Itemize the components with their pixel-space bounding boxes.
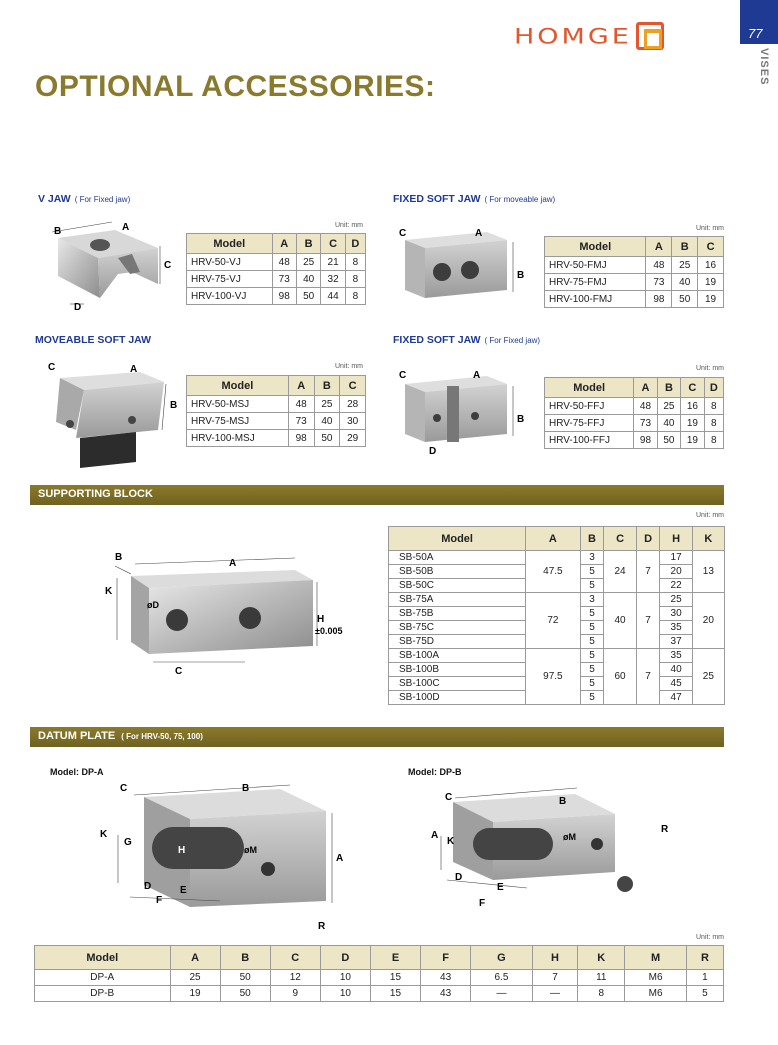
value-cell: 5	[580, 607, 604, 621]
column-header: G	[471, 946, 533, 970]
column-header: H	[532, 946, 577, 970]
fixed-soft-jaw-fixed-table	[544, 377, 724, 449]
value-cell: 45	[660, 677, 692, 691]
value-cell: 1	[686, 970, 723, 986]
dim-b-label: B	[170, 400, 178, 411]
model-cell: HRV-75-MSJ	[187, 413, 289, 430]
value-cell: 20	[692, 593, 724, 649]
v-jaw-image	[40, 218, 180, 313]
value-cell: 8	[345, 271, 365, 288]
column-header: B	[314, 376, 340, 396]
column-header: K	[692, 527, 724, 551]
value-cell: —	[471, 986, 533, 1002]
table-row	[187, 254, 366, 271]
value-cell: 5	[580, 621, 604, 635]
table-row	[187, 413, 366, 430]
table-row	[187, 288, 366, 305]
model-cell: SB-100A	[389, 649, 526, 663]
value-cell: 8	[345, 254, 365, 271]
dim-c-label: C	[164, 260, 172, 271]
model-cell: SB-75B	[389, 607, 526, 621]
value-cell: 5	[580, 565, 604, 579]
model-dp-b-label: Model: DP-B	[408, 767, 462, 777]
column-header: B	[657, 378, 680, 398]
dim-m-label: øM	[244, 845, 257, 855]
supporting-block-bar: SUPPORTING BLOCK	[30, 485, 724, 505]
value-cell: 30	[340, 413, 366, 430]
value-cell: 15	[370, 986, 420, 1002]
column-header: R	[686, 946, 723, 970]
model-cell: SB-100C	[389, 677, 526, 691]
value-cell: 98	[272, 288, 296, 305]
value-cell: 22	[660, 579, 692, 593]
value-cell: 7	[532, 970, 577, 986]
datum-plate-b-image	[425, 780, 675, 920]
table-row	[545, 291, 724, 308]
value-cell: 43	[421, 970, 471, 986]
model-cell: SB-50A	[389, 551, 526, 565]
dim-d-label: D	[144, 881, 152, 892]
unit-label: Unit: mm	[335, 222, 363, 229]
dim-f-label: F	[156, 895, 163, 906]
unit-label: Unit: mm	[696, 225, 724, 232]
table-row	[389, 551, 725, 565]
column-header: Model	[545, 237, 646, 257]
supporting-block-image	[95, 548, 365, 678]
value-cell: 7	[636, 649, 660, 705]
value-cell: 50	[672, 291, 698, 308]
table-row	[187, 430, 366, 447]
value-cell: 19	[698, 291, 724, 308]
value-cell: 3	[580, 593, 604, 607]
fixed-soft-jaw-moveable-table	[544, 236, 724, 308]
value-cell: 35	[660, 621, 692, 635]
value-cell: 7	[636, 551, 660, 593]
column-header: D	[320, 946, 370, 970]
dim-m-label: øM	[563, 832, 576, 842]
dim-h-label: H	[317, 614, 325, 625]
fixed-soft-jaw-fixed-image	[395, 364, 530, 459]
value-cell: 5	[580, 663, 604, 677]
column-header: Model	[545, 378, 634, 398]
section-tab	[740, 0, 778, 98]
datum-plate-bar: DATUM PLATE ( For HRV-50, 75, 100)	[30, 727, 724, 747]
value-cell: 16	[681, 398, 704, 415]
table-row	[545, 398, 724, 415]
table-row	[545, 415, 724, 432]
table-row	[545, 257, 724, 274]
unit-label: Unit: mm	[696, 934, 724, 941]
value-cell: 60	[604, 649, 636, 705]
column-header: B	[296, 234, 320, 254]
value-cell: 5	[580, 677, 604, 691]
table-header-row	[545, 378, 724, 398]
value-cell: 10	[320, 970, 370, 986]
value-cell: 8	[578, 986, 625, 1002]
value-cell: 40	[314, 413, 340, 430]
value-cell: 98	[634, 432, 657, 449]
table-row	[389, 649, 725, 663]
model-cell: SB-100D	[389, 691, 526, 705]
table-header-row	[35, 946, 724, 970]
homge-logo	[514, 22, 664, 50]
dim-r-label: R	[661, 824, 669, 835]
brand-name: HOMGE	[514, 23, 632, 49]
column-header: E	[370, 946, 420, 970]
dim-r-label: R	[318, 921, 326, 932]
value-cell: 8	[704, 432, 723, 449]
column-header: D	[636, 527, 660, 551]
table-row	[187, 396, 366, 413]
column-header: B	[672, 237, 698, 257]
value-cell: 19	[698, 274, 724, 291]
value-cell: 73	[646, 274, 672, 291]
value-cell: 16	[698, 257, 724, 274]
value-cell: 25	[170, 970, 220, 986]
value-cell: 12	[270, 970, 320, 986]
dim-k-label: K	[447, 836, 455, 847]
value-cell: 35	[660, 649, 692, 663]
value-cell: 3	[580, 551, 604, 565]
unit-label: Unit: mm	[696, 512, 724, 519]
dim-a-label: A	[473, 370, 481, 381]
column-header: Model	[35, 946, 171, 970]
dim-a-label: A	[229, 558, 237, 569]
dim-c-label: C	[399, 370, 407, 381]
dim-k-label: K	[105, 586, 113, 597]
value-cell: 5	[686, 986, 723, 1002]
model-cell: SB-100B	[389, 663, 526, 677]
model-cell: HRV-100-FMJ	[545, 291, 646, 308]
value-cell: —	[532, 986, 577, 1002]
column-header: C	[340, 376, 366, 396]
column-header: B	[580, 527, 604, 551]
column-header: C	[698, 237, 724, 257]
model-cell: DP-B	[35, 986, 171, 1002]
dim-a-label: A	[336, 853, 344, 864]
value-cell: 7	[636, 593, 660, 649]
table-header-row	[545, 237, 724, 257]
model-cell: HRV-50-FMJ	[545, 257, 646, 274]
value-cell: 20	[660, 565, 692, 579]
column-header: A	[526, 527, 580, 551]
value-cell: 72	[526, 593, 580, 649]
value-cell: 28	[340, 396, 366, 413]
value-cell: 8	[704, 398, 723, 415]
dim-c-label: C	[399, 228, 407, 239]
value-cell: 98	[288, 430, 314, 447]
dim-f-label: F	[479, 898, 486, 909]
model-cell: SB-75A	[389, 593, 526, 607]
dim-c-label: C	[48, 362, 56, 373]
moveable-soft-jaw-image	[40, 358, 185, 473]
value-cell: 98	[646, 291, 672, 308]
dim-c-label: C	[445, 792, 453, 803]
value-cell: 17	[660, 551, 692, 565]
fixed-soft-jaw-moveable-image	[395, 222, 530, 304]
dim-d-label: D	[74, 302, 82, 313]
column-header: C	[604, 527, 636, 551]
value-cell: 73	[272, 271, 296, 288]
model-cell: HRV-75-FFJ	[545, 415, 634, 432]
value-cell: 40	[296, 271, 320, 288]
model-cell: SB-75D	[389, 635, 526, 649]
value-cell: 5	[580, 635, 604, 649]
column-header: B	[220, 946, 270, 970]
dim-tolerance-label: ±0.005	[315, 626, 343, 636]
dim-e-label: E	[497, 882, 504, 893]
value-cell: 6.5	[471, 970, 533, 986]
value-cell: 40	[604, 593, 636, 649]
value-cell: 10	[320, 986, 370, 1002]
column-header: A	[272, 234, 296, 254]
dim-a-label: A	[431, 830, 439, 841]
value-cell: 25	[660, 593, 692, 607]
value-cell: 19	[170, 986, 220, 1002]
value-cell: 13	[692, 551, 724, 593]
value-cell: 8	[345, 288, 365, 305]
value-cell: 48	[288, 396, 314, 413]
value-cell: 50	[220, 970, 270, 986]
dim-b-label: B	[517, 414, 525, 425]
table-row	[545, 432, 724, 449]
v-jaw-table	[186, 233, 366, 305]
value-cell: 5	[580, 649, 604, 663]
section-name: VISES	[758, 48, 770, 86]
value-cell: 43	[421, 986, 471, 1002]
dim-d-label: D	[455, 872, 463, 883]
column-header: K	[578, 946, 625, 970]
value-cell: 25	[692, 649, 724, 705]
value-cell: 25	[296, 254, 320, 271]
value-cell: 48	[272, 254, 296, 271]
value-cell: 50	[220, 986, 270, 1002]
dim-a-label: A	[122, 222, 130, 233]
datum-plate-a-image	[90, 775, 360, 935]
value-cell: 25	[657, 398, 680, 415]
dim-a-label: A	[130, 364, 138, 375]
column-header: Model	[187, 234, 273, 254]
value-cell: 15	[370, 970, 420, 986]
column-header: Model	[389, 527, 526, 551]
model-cell: HRV-100-FFJ	[545, 432, 634, 449]
value-cell: M6	[625, 970, 687, 986]
value-cell: 30	[660, 607, 692, 621]
dim-b-label: B	[242, 783, 250, 794]
column-header: M	[625, 946, 687, 970]
datum-plate-table	[34, 945, 724, 1002]
table-header-row	[389, 527, 725, 551]
table-row	[35, 970, 724, 986]
value-cell: 73	[634, 415, 657, 432]
value-cell: 29	[340, 430, 366, 447]
value-cell: 48	[634, 398, 657, 415]
value-cell: 24	[604, 551, 636, 593]
dim-k-label: K	[100, 829, 108, 840]
column-header: F	[421, 946, 471, 970]
dim-b-label: B	[54, 226, 62, 237]
dim-a-label: A	[475, 228, 483, 239]
table-header-row	[187, 376, 366, 396]
unit-label: Unit: mm	[335, 363, 363, 370]
value-cell: 25	[672, 257, 698, 274]
dim-d-label: D	[429, 446, 437, 457]
column-header: D	[345, 234, 365, 254]
dim-b-label: B	[115, 552, 123, 563]
table-row	[389, 593, 725, 607]
column-header: A	[634, 378, 657, 398]
table-row	[35, 986, 724, 1002]
value-cell: 5	[580, 691, 604, 705]
value-cell: 44	[321, 288, 345, 305]
page-title: OPTIONAL ACCESSORIES:	[35, 70, 436, 103]
column-header: A	[170, 946, 220, 970]
value-cell: 32	[321, 271, 345, 288]
column-header: Model	[187, 376, 289, 396]
model-cell: SB-50C	[389, 579, 526, 593]
column-header: C	[681, 378, 704, 398]
brand-mark-icon	[636, 22, 664, 50]
value-cell: 97.5	[526, 649, 580, 705]
model-cell: SB-75C	[389, 621, 526, 635]
model-cell: HRV-75-FMJ	[545, 274, 646, 291]
value-cell: 47.5	[526, 551, 580, 593]
moveable-soft-jaw-heading: MOVEABLE SOFT JAW	[35, 334, 152, 346]
column-header: A	[288, 376, 314, 396]
value-cell: 50	[657, 432, 680, 449]
value-cell: 19	[681, 415, 704, 432]
value-cell: 25	[314, 396, 340, 413]
model-cell: HRV-50-MSJ	[187, 396, 289, 413]
dim-g-label: G	[124, 837, 132, 848]
value-cell: 19	[681, 432, 704, 449]
dim-b-label: B	[559, 796, 567, 807]
model-cell: HRV-50-FFJ	[545, 398, 634, 415]
page-number: 77	[740, 0, 778, 44]
moveable-soft-jaw-table	[186, 375, 366, 447]
value-cell: 50	[314, 430, 340, 447]
value-cell: 8	[704, 415, 723, 432]
value-cell: 50	[296, 288, 320, 305]
table-row	[187, 271, 366, 288]
model-cell: HRV-100-MSJ	[187, 430, 289, 447]
value-cell: 47	[660, 691, 692, 705]
dim-e-label: E	[180, 885, 187, 896]
value-cell: 40	[657, 415, 680, 432]
model-dp-a-label: Model: DP-A	[50, 767, 104, 777]
column-header: C	[270, 946, 320, 970]
fixed-soft-jaw-fixed-heading: FIXED SOFT JAW ( For Fixed jaw)	[393, 334, 541, 346]
model-cell: HRV-75-VJ	[187, 271, 273, 288]
model-cell: HRV-100-VJ	[187, 288, 273, 305]
table-row	[545, 274, 724, 291]
value-cell: 37	[660, 635, 692, 649]
column-header: C	[321, 234, 345, 254]
column-header: H	[660, 527, 692, 551]
fixed-soft-jaw-moveable-heading: FIXED SOFT JAW ( For moveable jaw)	[393, 193, 556, 205]
dim-d-label: øD	[147, 600, 159, 610]
unit-label: Unit: mm	[696, 365, 724, 372]
model-cell: HRV-50-VJ	[187, 254, 273, 271]
value-cell: 11	[578, 970, 625, 986]
value-cell: 48	[646, 257, 672, 274]
column-header: A	[646, 237, 672, 257]
dim-c-label: C	[175, 666, 183, 677]
value-cell: 5	[580, 579, 604, 593]
table-header-row	[187, 234, 366, 254]
model-cell: DP-A	[35, 970, 171, 986]
value-cell: M6	[625, 986, 687, 1002]
value-cell: 73	[288, 413, 314, 430]
dim-b-label: B	[517, 270, 525, 281]
value-cell: 40	[660, 663, 692, 677]
value-cell: 21	[321, 254, 345, 271]
value-cell: 40	[672, 274, 698, 291]
model-cell: SB-50B	[389, 565, 526, 579]
value-cell: 9	[270, 986, 320, 1002]
dim-c-label: C	[120, 783, 128, 794]
supporting-block-table	[388, 526, 725, 705]
dim-h-label: H	[178, 845, 186, 856]
column-header: D	[704, 378, 723, 398]
v-jaw-heading: V JAW ( For Fixed jaw)	[38, 193, 131, 205]
